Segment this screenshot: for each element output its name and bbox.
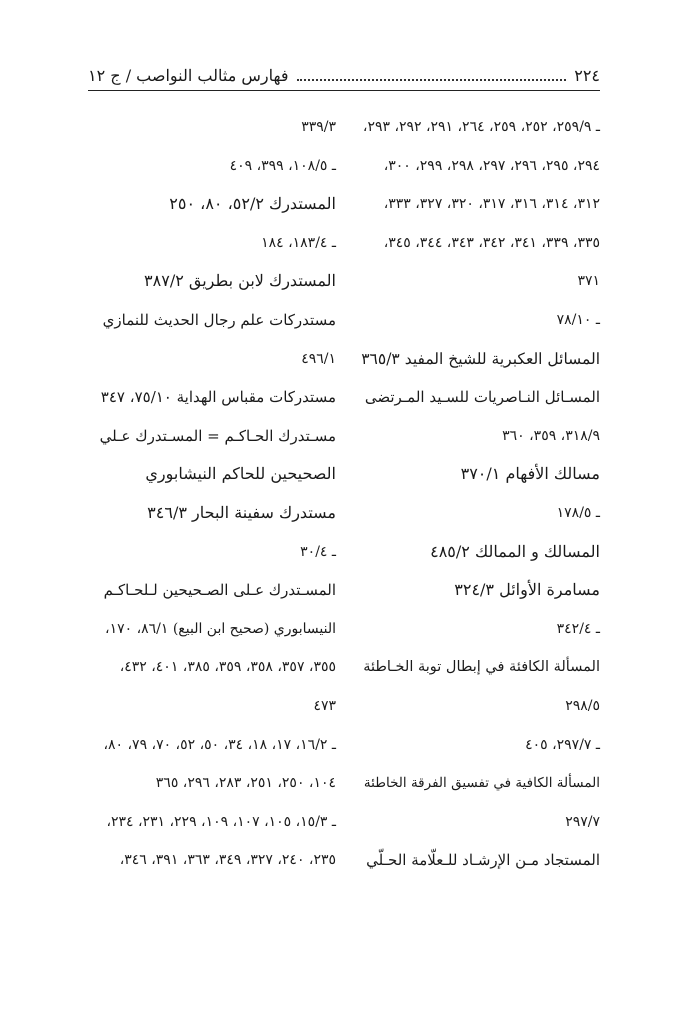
index-entry-line: مسالك الأفهام ٣٧٠/١ <box>460 464 600 484</box>
index-entry-line: المسـتدرك عـلى الصـحيحين لـلحـاكـم <box>103 581 336 600</box>
page-number: ٢٢٤ <box>574 65 600 85</box>
index-entry-line: ـ ١٥/٣، ١٠٥، ١٠٧، ١٠٩، ٢٢٩، ٢٣١، ٢٣٤، <box>106 813 336 830</box>
index-entry-line: ٣١٢، ٣١٤، ٣١٦، ٣١٧، ٣٢٠، ٣٢٧، ٣٣٣، <box>383 196 600 213</box>
index-entry-line: المسالك و الممالك ٤٨٥/٢ <box>430 541 600 561</box>
index-entry-line: المسألة الكافئة في إبطال توبة الخـاطئة <box>363 659 600 676</box>
index-entry-line: مسـتدرك الحـاكـم = المسـتدرك عـلي <box>99 426 336 445</box>
index-entry-line: المسألة الكافية في تفسيق الفرقة الخاطئة <box>363 775 600 792</box>
right-index-column <box>360 108 600 880</box>
running-header <box>88 60 600 90</box>
index-entry-line: ٤٧٣ <box>313 697 336 714</box>
index-entry-line: ـ ٢٥٩/٩، ٢٥٢، ٢٥٩، ٢٦٤، ٢٩١، ٢٩٢، ٢٩٣، <box>362 119 600 135</box>
header-dot-leader <box>297 77 567 81</box>
index-entry-line: ٣٥٥، ٣٥٧، ٣٥٨، ٣٥٩، ٣٨٥، ٤٠١، ٤٣٢، <box>119 659 336 676</box>
index-entry-line: النيسابوري (صحيح ابن البيع) ٨٦/١، ١٧٠، <box>105 620 336 637</box>
index-entry-line: ـ ٢٩٧/٧، ٤٠٥ <box>525 736 600 753</box>
index-entry-line: ٢٩٨/٥ <box>565 697 600 714</box>
index-entry-line: ٣٧١ <box>577 273 600 290</box>
index-entry-line: ـ ٣٤٢/٤ <box>556 620 600 637</box>
index-entry-line: ٢٣٥، ٢٤٠، ٣٢٧، ٣٤٩، ٣٦٣، ٣٩١، ٣٤٦، <box>119 852 336 869</box>
index-entry-line: ٢٩٧/٧ <box>565 813 600 830</box>
index-entry-line: المستدرك ٥٢/٢، ٨٠، ٢٥٠ <box>169 194 336 214</box>
index-entry-line: ٤٩٦/١ <box>301 350 336 367</box>
index-entry-line: ـ ١٨٣/٤، ١٨٤ <box>261 234 336 251</box>
index-entry-line: ٣٣٩/٣ <box>301 119 336 135</box>
index-entry-line: مستدركات مقباس الهداية ٧٥/١٠، ٣٤٧ <box>100 388 336 407</box>
index-entry-line: مستدركات علم رجال الحديث للنمازي <box>102 310 336 329</box>
index-entry-line: ـ ١٧٨/٥ <box>556 504 600 521</box>
index-entry-line: ـ ١٠٨/٥، ٣٩٩، ٤٠٩ <box>229 157 336 174</box>
index-entry-line: ـ ٣٠/٤ <box>300 543 336 560</box>
index-entry-line: ـ ١٦/٢، ١٧، ١٨، ٣٤، ٥٠، ٥٢، ٧٠، ٧٩، ٨٠، <box>103 736 336 753</box>
index-entry-line: ٣١٨/٩، ٣٥٩، ٣٦٠ <box>502 427 600 444</box>
header-title: فهارس مثالب النواصب / ج ١٢ <box>88 65 289 85</box>
index-entry-line: المسائل العكبرية للشيخ المفيد ٣٦٥/٣ <box>361 349 600 368</box>
index-entry-line: المسـائل النـاصريات للسـيد المـرتضى <box>364 388 600 407</box>
index-entry-line: ١٠٤، ٢٥٠، ٢٥١، ٢٨٣، ٢٩٦، ٣٦٥ <box>155 775 336 792</box>
index-entry-line: مسامرة الأوائل ٣٢٤/٣ <box>454 580 600 600</box>
header-rule <box>88 90 600 91</box>
index-entry-line: ـ ٧٨/١٠ <box>556 311 600 328</box>
index-entry-line: ٣٣٥، ٣٣٩، ٣٤١، ٣٤٢، ٣٤٣، ٣٤٤، ٣٤٥، <box>383 234 600 251</box>
left-index-column <box>100 108 336 880</box>
index-entry-line: المستجاد مـن الإرشـاد للـعلّامة الحـلّي <box>366 851 600 870</box>
index-entry-line: مستدرك سفينة البحار ٣٤٦/٣ <box>147 502 336 522</box>
index-entry-line: المستدرك لابن بطريق ٣٨٧/٢ <box>144 271 336 291</box>
index-entry-line: ٢٩٤، ٢٩٥، ٢٩٦، ٢٩٧، ٢٩٨، ٢٩٩، ٣٠٠، <box>383 157 600 174</box>
index-entry-line: الصحيحين للحاكم النيشابوري <box>145 464 336 484</box>
